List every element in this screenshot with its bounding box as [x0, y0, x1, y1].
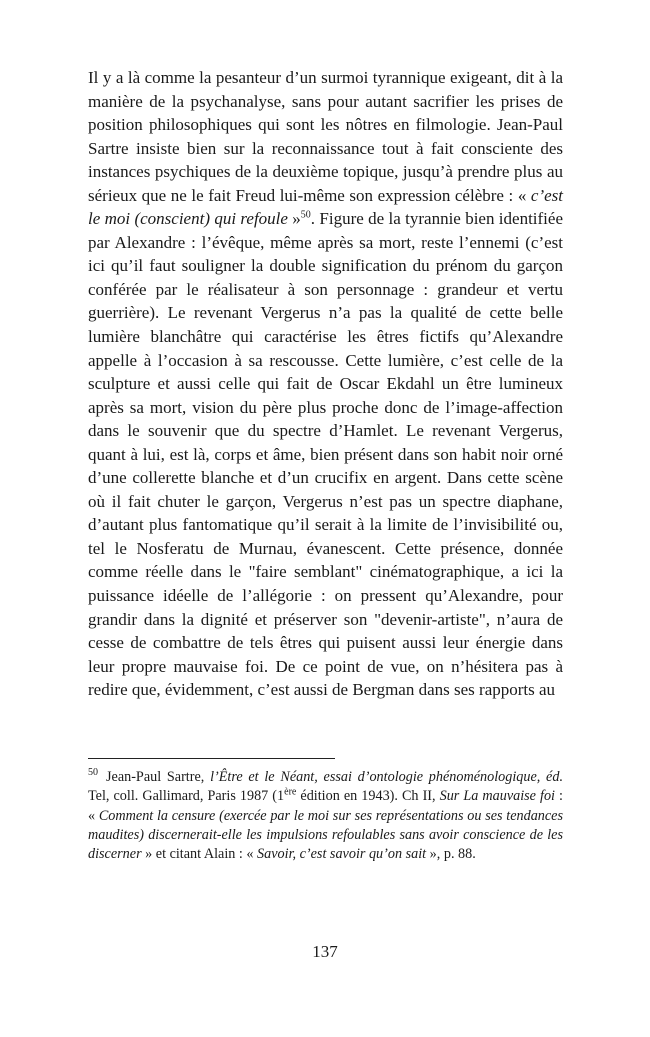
body-text-part-1: Il y a là comme la pesanteur d’un surmoi tyrannique exigeant, dit à la manière de la psychanalyse, sans pour autant sacrifier les prises de position philosophiques qui sont les nôtres en filmologie. Jean-Paul Sartre insiste bien sur la reconnaissance tout à fait consciente des instances psychiques de la deuxième topique, jusqu’à prendre plus au sérieux que ne le fait Freud lui-même son expression célèbre : «	[88, 68, 563, 205]
footnote-colon: : «	[88, 788, 563, 824]
footnote-mid: » et citant Alain : «	[141, 846, 258, 863]
footnote-quote-alain: Savoir, c’est savoir qu’on sait	[257, 846, 427, 863]
footnote-book-title: l’Être et le Néant, essai d’ontologie phénoménologique, éd.	[210, 769, 563, 785]
body-paragraph	[88, 66, 563, 702]
footnote-edition-sup: ère	[284, 786, 297, 798]
body-text-part-2: . Figure de la tyrannie bien identifiée par Alexandre : l’évêque, même après sa mort, reste l’ennemi (c’est ici qu’il faut souligner la double signification du prénom du garçon conférée par le réalisateur à son personnage : grandeur et vertu guerrière). Le revenant Vergerus n’a pas la qualité de cette belle lumière blanchâtre qui caractérise les êtres fictifs qu’Alexandre appelle à l’occasion à sa rescousse. Cette lumière, c’est celle de la sculpture et aussi celle qui fait de Oscar Ekdahl un être lumineux après sa mort, vision du père plus proche donc de l’image-affection dans le souvenir que du spectre d’Hamlet. Le revenant Vergerus, quant à lui, est là, corps et âme, bien présent dans son habit noir orné d’une collerette blanche et d’un crucifix en argent. Dans cette scène où il fait chuter le garçon, Vergerus n’est pas un spectre diaphane, d’autant plus fantomatique qu’il serait à la limite de l’invisibilité ou, tel le Nosferatu de Murnau, évanescent. Cette présence, donnée comme réelle dans le "faire semblant" cinématographique, a ici la puissance idéelle de l’allégorie : on pressent qu’Alexandre, pour grandir dans la dignité et préserver son "devenir-artiste", n’aura de cesse de combattre de tels êtres qui puisent aussi leur énergie dans leur propre mauvaise foi. De ce point de vue, on n’hésitera pas à redire que, évidemment, c’est aussi de Bergman dans ses rapports au	[88, 209, 563, 700]
footnote-quote: Comment la censure (exercée par le moi sur ses représentations ou ses tendances maudites) discernerait-elle les impulsions refoulables sans avoir conscience de les discerner	[88, 807, 564, 863]
footnote-end: », p. 88.	[426, 846, 476, 863]
footnote-reference[interactable]: 50	[300, 209, 311, 221]
footnote-author: Jean-Paul Sartre,	[106, 769, 211, 785]
footnote-divider	[88, 758, 335, 759]
footnote-publication: Tel, coll. Gallimard, Paris 1987 (1	[88, 788, 285, 805]
footnote-chapter: Sur La mauvaise foi	[439, 788, 555, 805]
page-body	[88, 66, 563, 702]
footnote-publication-rest: édition en 1943). Ch II,	[296, 788, 440, 805]
quote-close: »	[287, 209, 301, 229]
page-number: 137	[312, 942, 338, 961]
footnote	[88, 768, 563, 864]
footnote-number: 50	[88, 767, 98, 779]
quoted-phrase: c’est le moi (conscient) qui refoule	[88, 185, 563, 229]
